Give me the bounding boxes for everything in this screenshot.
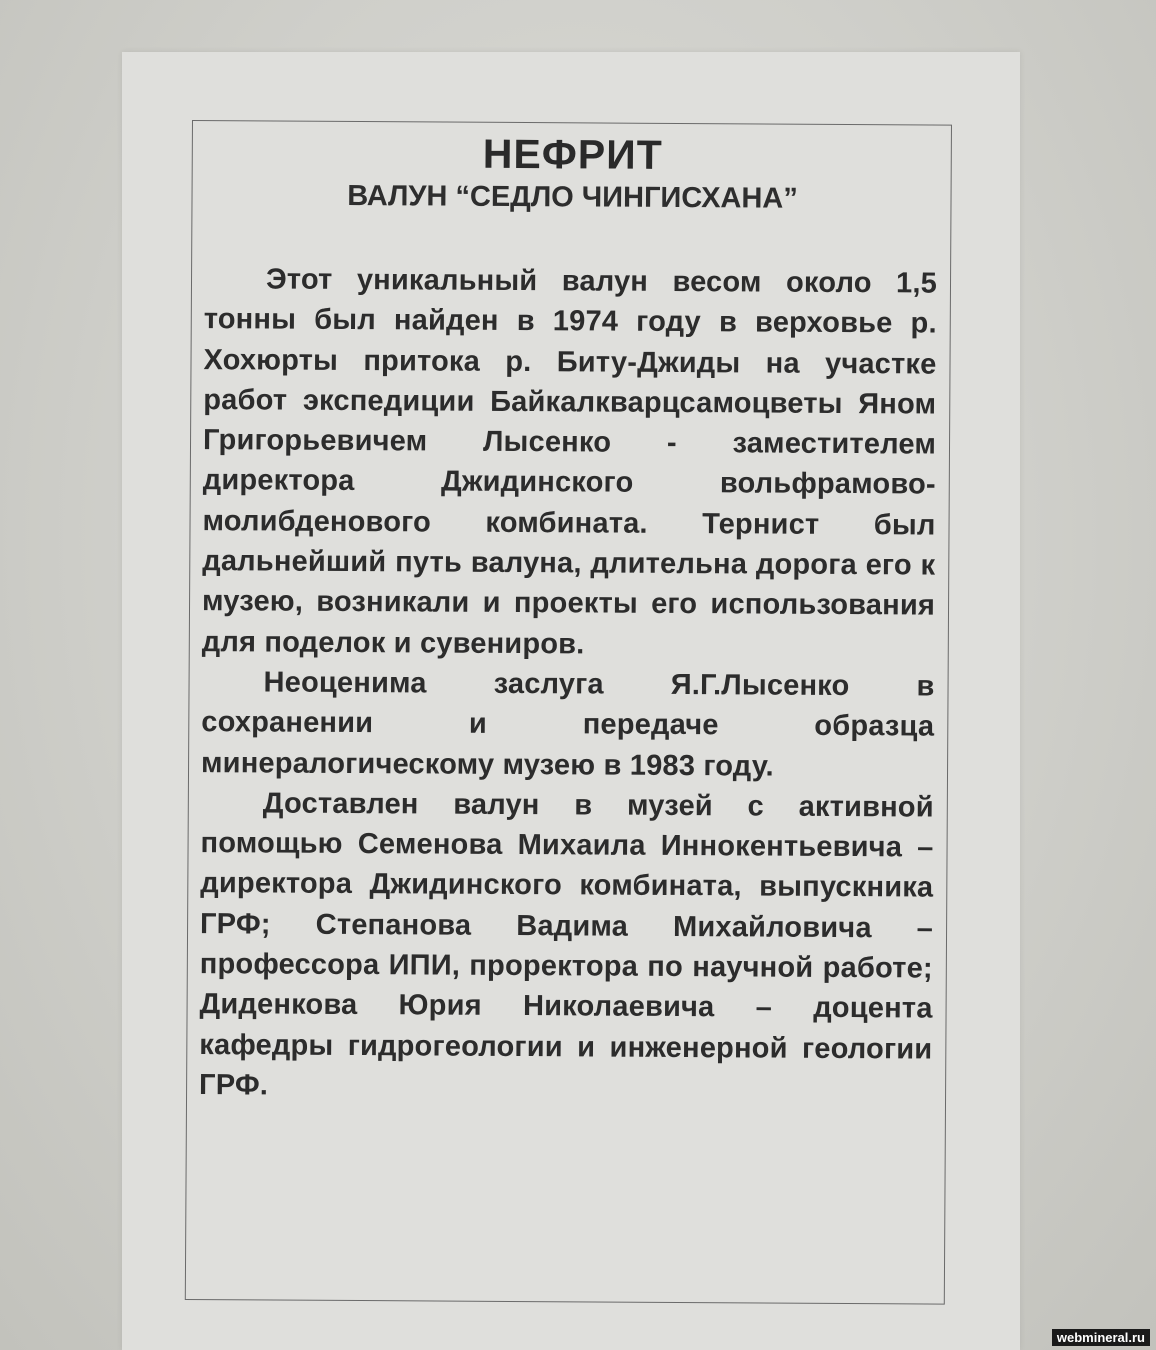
paragraph-2: Неоценима заслуга Я.Г.Лысенко в сохранении и передаче образца минералогическому музею в 1983 году. xyxy=(200,666,935,783)
document-subtitle: ВАЛУН “СЕДЛО ЧИНГИСХАНА” xyxy=(347,179,798,215)
paragraph-1: Этот уникальный валун весом около 1,5 тонны был найден в 1974 году в верховье р. Хохюрты притока р. Биту-Джиды на участке работ экспедиции Байкалкварцсамоцветы Яном Григорьевичем Лысенко - заместителем директора Джидинского вольфрамово-молибденового комбината. Тернист был дальнейший путь валуна, длительна дорога его к музею, возникали и проекты его использования для поделок и сувениров. xyxy=(201,263,938,661)
label-frame xyxy=(185,120,952,1305)
watermark: webmineral.ru xyxy=(1052,1329,1150,1346)
paragraph-3: Доставлен валун в музей с активной помощью Семенова Михаила Иннокентьевича – директора Джидинского комбината, выпускника ГРФ; Степанова Вадима Михайловича – профессора ИПИ, проректора по научной работе; Диденкова Юрия Николаевича – доцента кафедры гидрогеологии и инженерной геологии ГРФ. xyxy=(199,787,934,1102)
document-body xyxy=(199,259,937,1110)
document-title: НЕФРИТ xyxy=(482,130,663,178)
